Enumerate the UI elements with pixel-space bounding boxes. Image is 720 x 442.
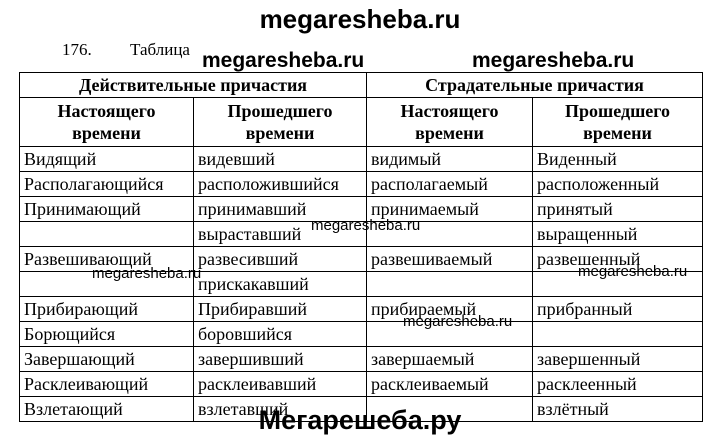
cell-passive-past: выращенный — [533, 222, 703, 247]
group-header-active: Действительные причастия — [20, 73, 367, 98]
watermark-small-3: megaresheba.ru — [578, 263, 688, 280]
table-row — [20, 322, 703, 347]
participles-table — [19, 72, 703, 422]
table-row — [20, 172, 703, 197]
watermark-small-2: megaresheba.ru — [92, 265, 202, 282]
watermark-small-1: megaresheba.ru — [311, 217, 421, 234]
cell-passive-present: развешиваемый — [367, 247, 533, 272]
table-row — [20, 347, 703, 372]
cell-passive-past: прибранный — [533, 297, 703, 322]
cell-active-past: прискакавший — [194, 272, 367, 297]
cell-active-past: боровшийся — [194, 322, 367, 347]
cell-active-present: Прибирающий — [20, 297, 194, 322]
table-body — [20, 147, 703, 422]
cell-active-past: расположившийся — [194, 172, 367, 197]
cell-active-present: Завершающий — [20, 347, 194, 372]
group-header-passive: Страдательные причастия — [367, 73, 703, 98]
cell-passive-present: располагаемый — [367, 172, 533, 197]
cell-active-present: Принимающий — [20, 197, 194, 222]
cell-passive-past: развешенный — [533, 247, 703, 272]
cell-active-past: Прибиравший — [194, 297, 367, 322]
cell-active-past: расклеивавший — [194, 372, 367, 397]
cell-active-present: Борющийся — [20, 322, 194, 347]
watermark-small-4: megaresheba.ru — [403, 313, 513, 330]
cell-active-present: Развешивающий — [20, 247, 194, 272]
watermark-bottom: Мегарешеба.ру — [258, 405, 462, 435]
cell-passive-present: завершаемый — [367, 347, 533, 372]
cell-passive-past: Виденный — [533, 147, 703, 172]
cell-active-past: взлетавший — [194, 397, 367, 422]
cell-passive-past: завершенный — [533, 347, 703, 372]
watermark-mid-left: megaresheba.ru — [202, 49, 365, 72]
cell-active-present: Видящий — [20, 147, 194, 172]
table-row — [20, 297, 703, 322]
watermark-mid-right: megaresheba.ru — [472, 49, 635, 72]
cell-passive-present — [367, 272, 533, 297]
subheader-passive-past: Прошедшего времени — [533, 98, 703, 147]
cell-passive-past: принятый — [533, 197, 703, 222]
cell-passive-past: взлётный — [533, 397, 703, 422]
exercise-title: Таблица — [130, 40, 190, 59]
watermark-top: megaresheba.ru — [259, 4, 461, 34]
cell-passive-past — [533, 322, 703, 347]
subheader-active-past: Прошедшего времени — [194, 98, 367, 147]
cell-active-past: развесивший — [194, 247, 367, 272]
table-row — [20, 147, 703, 172]
cell-passive-present: видимый — [367, 147, 533, 172]
cell-passive-present: принимаемый — [367, 197, 533, 222]
subheader-passive-present: Настоящего времени — [367, 98, 533, 147]
cell-passive-past: расклеенный — [533, 372, 703, 397]
cell-active-past: завершивший — [194, 347, 367, 372]
exercise-heading — [62, 40, 190, 60]
cell-active-present — [20, 222, 194, 247]
cell-active-past: видевший — [194, 147, 367, 172]
cell-active-present: Расклеивающий — [20, 372, 194, 397]
cell-passive-present: прибираемый — [367, 297, 533, 322]
cell-active-present: Располагающийся — [20, 172, 194, 197]
table-row — [20, 372, 703, 397]
cell-passive-past: расположенный — [533, 172, 703, 197]
cell-active-present: Взлетающий — [20, 397, 194, 422]
exercise-number: 176. — [62, 40, 92, 59]
subheader-active-present: Настоящего времени — [20, 98, 194, 147]
cell-active-past: выраставший — [194, 222, 367, 247]
cell-passive-present: расклеиваемый — [367, 372, 533, 397]
cell-active-past: принимавший — [194, 197, 367, 222]
